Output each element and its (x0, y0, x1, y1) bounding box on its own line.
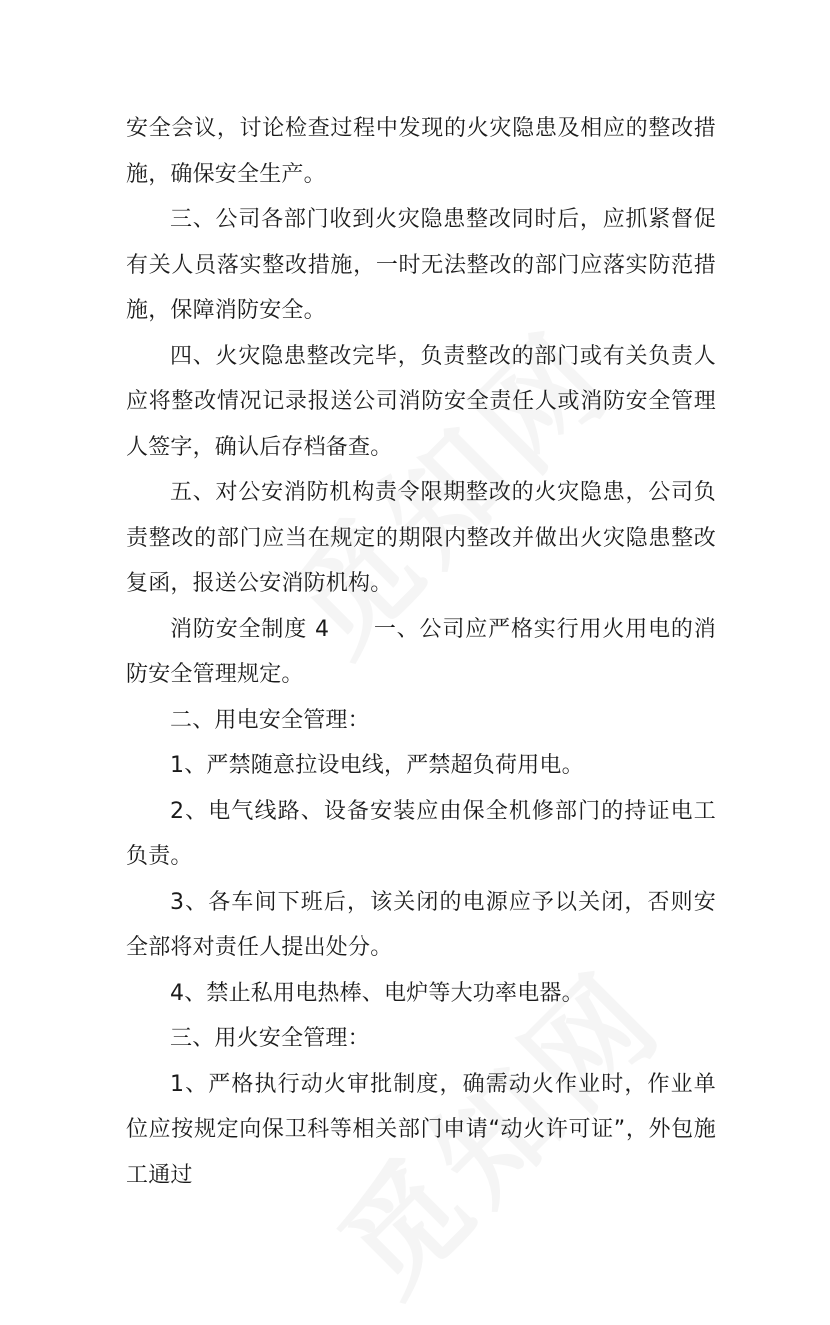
section-first-clause: 一、公司应严格实行用火用电的消防安全管理规定。 (126, 616, 716, 687)
heading-electricity-safety: 二、用电安全管理： (170, 707, 370, 733)
list-item-electricity-4: 4、禁止私用电热棒、电炉等大功率电器。 (170, 980, 584, 1006)
section-heading-paragraph (126, 607, 716, 698)
heading-fire-safety: 三、用火安全管理： (170, 1026, 370, 1051)
list-item-electricity-1: 1、严禁随意拉设电线，严禁超负荷用电。 (170, 753, 584, 778)
paragraph-rectification-notice: 三、公司各部门收到火灾隐患整改同时后，应抓紧督促有关人员落实整改措施，一时无法整改的部门应落实防范措施，保障消防安全。 (126, 207, 716, 323)
list-item-electricity-2: 2、电气线路、设备安装应由保全机修部门的持证电工负责。 (126, 798, 716, 869)
list-item-electricity-3: 3、各车间下班后，该关闭的电源应予以关闭，否则安全部将对责任人提出处分。 (126, 889, 716, 960)
list-item-fire-1: 1、严格执行动火审批制度，确需动火作业时，作业单位应按规定向保卫科等相关部门申请“动火许可证”，外包施工通过 (126, 1071, 716, 1188)
paragraph-deadline-rectification: 五、对公安消防机构责令限期整改的火灾隐患，公司负责整改的部门应当在规定的期限内整改并做出火灾隐患整改复函，报送公安消防机构。 (126, 480, 716, 596)
paragraph-continuation: 安全会议，讨论检查过程中发现的火灾隐患及相应的整改措施，确保安全生产。 (126, 116, 716, 187)
section-title: 消防安全制度 4 (170, 616, 330, 642)
paragraph-rectification-complete: 四、火灾隐患整改完毕，负责整改的部门或有关负责人应将整改情况记录报送公司消防安全责任人或消防安全管理人签字，确认后存档备查。 (126, 343, 716, 460)
document-body (126, 106, 716, 1198)
